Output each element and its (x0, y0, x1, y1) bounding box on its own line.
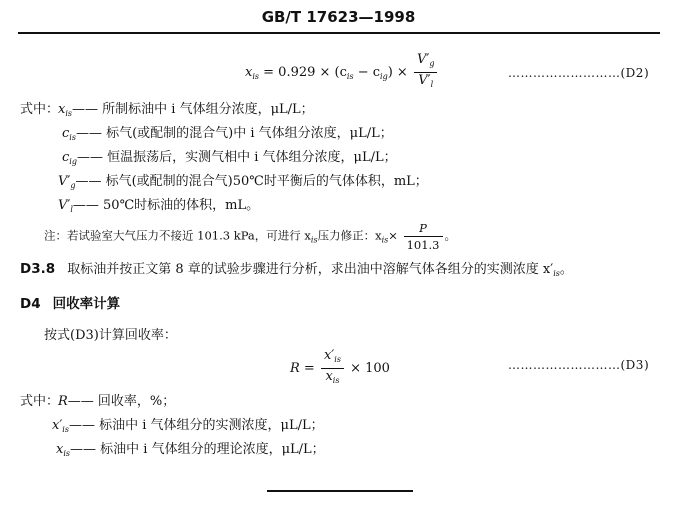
def-line: R—— 回收率，%； (58, 394, 176, 409)
pressure-note: 注：若试验室大气压力不接近 101.3 kPa，可进行 $x_{is}$压力修正：$x_{is}\times$ $\frac{P}{101.3}$ 。 (44, 221, 456, 252)
def-line: $x_{is}——$ 所制标油中 i 气体组分浓度，μL/L； (58, 102, 314, 118)
equation-tag-d2: ………………………(D2) (508, 66, 650, 80)
def-line: $V'_g——$ 标气(或配制的混合气)50℃时平衡后的气体体积，mL； (58, 174, 428, 190)
fraction-recovery: $\frac{x'_{is}}{x_{is}}$ (321, 348, 344, 389)
page-header: GB/T 17623—1998 (261, 8, 416, 26)
def-line: $V'_l——$ 50℃时标油的体积，mL。 (58, 198, 260, 214)
def-line: $c_{ig}——$ 恒温振荡后，实测气相中 i 气体组分浓度，μL/L； (62, 150, 397, 166)
fraction-vg-vl: $\frac{V'_g}{V'_l}$ (414, 52, 437, 93)
d4-intro: 按式(D3)计算回收率： (44, 328, 177, 343)
equation-tag-d3: ………………………(D3) (508, 358, 650, 372)
defs-intro: 式中： (20, 394, 60, 409)
header-rule (18, 32, 660, 34)
def-line: $c_{is}——$ 标气(或配制的混合气)中 i 气体组分浓度，μL/L； (62, 126, 393, 142)
equation-d3: R = $\frac{x'_{is}}{x_{is}}$ × 100 (290, 348, 390, 389)
defs-intro: 式中： (20, 102, 60, 117)
def-line: $x_{is}——$ 标油中 i 气体组分的理论浓度，μL/L； (56, 442, 325, 458)
clause-number: D3.8 (20, 261, 56, 277)
equation-d2: $x_{is} = 0.929 \times (c_{is} - c_{ig})$ × $\frac{V'_g}{V'_l}$ (245, 52, 439, 93)
clause-d38: D3.8 取标油并按正文第 8 章的试验步骤进行分析，求出油中溶解气体各组分的实测浓度 $x'_{is}$。 (20, 261, 573, 278)
fraction-p: $\frac{P}{101.3}$ (404, 220, 443, 253)
section-heading-d4: D4 回收率计算 (20, 296, 121, 312)
end-rule (267, 490, 413, 492)
def-line: $x'_{is}——$ 标油中 i 气体组分的实测浓度，μL/L； (52, 418, 324, 434)
